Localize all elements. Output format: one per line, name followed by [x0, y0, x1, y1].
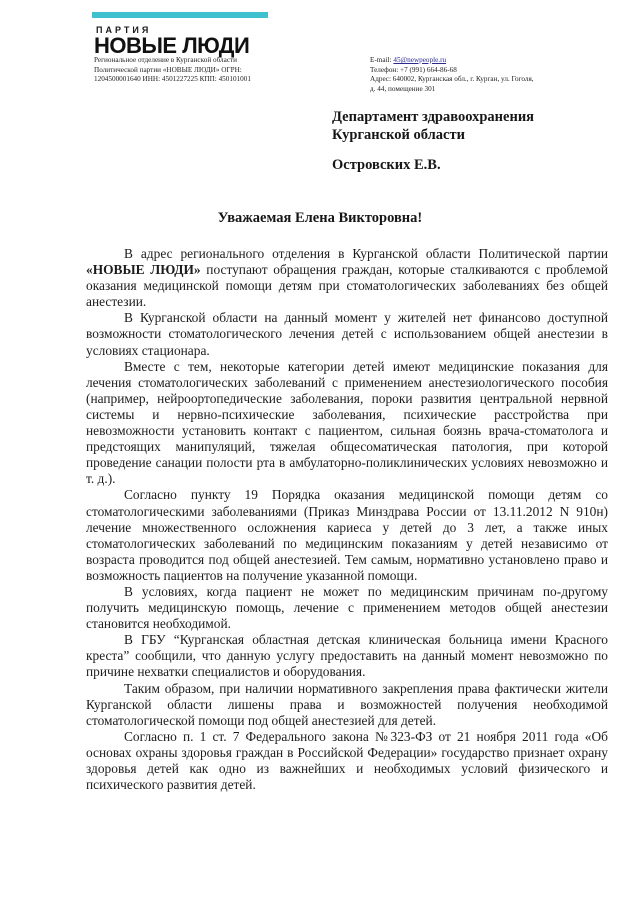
branch-line: Региональное отделение в Курганской области [94, 56, 238, 64]
logo-party-name: НОВЫЕ ЛЮДИ [94, 33, 250, 58]
address-line: д. 44, помещение 301 [370, 84, 436, 93]
email-line [370, 56, 620, 66]
addressee-block [332, 108, 622, 174]
address-line: Адрес: 640002, Курганская обл., г. Курган, ул. Гоголя, [370, 75, 534, 83]
party-name-bold: «НОВЫЕ ЛЮДИ» [86, 262, 201, 278]
letter-body [86, 246, 608, 793]
branch-line: Политической партии «НОВЫЕ ЛЮДИ» ОГРН: [94, 65, 242, 74]
branch-line: 1204500001640 ИНН: 4501227225 КПП: 450101001 [94, 75, 251, 83]
contact-block [370, 56, 620, 94]
paragraph-text: В адрес регионального отделения в Курганской области Политической партии [124, 246, 608, 261]
paragraph: В ГБУ “Курганская областная детская клиническая больница имени Красного креста” сообщили, что данную услугу предоставить на данный момент невозможно по причине нехватки специалистов и оборудования. [86, 632, 608, 680]
department-name: Департамент здравоохранения [332, 109, 535, 125]
paragraph: Вместе с тем, некоторые категории детей имеют медицинские показания для лечения стоматологических заболеваний с применением анестезиологического пособия (например, нейроортопедические заболевания, пороки развития центральной нервной системы и нервно-психические заболевания, психические расстройства при невозможности установить контакт с пациентом, сильная боязнь врача-стоматолога и предстоящих манипуляций, тяжелая общесоматическая патология, при которой проведение санации полости рта в амбулаторно-поликлинических условиях невозможно и т. д.). [86, 358, 608, 487]
paragraph: Согласно п. 1 ст. 7 Федерального закона №323-ФЗ от 21 ноября 2011 года «Об основах охраны здоровья граждан в Российской Федерации» государство признает охрану здоровья детей как одно из важнейших и необходимых условий физического и психического развития детей. [86, 728, 608, 793]
paragraph [86, 246, 608, 310]
logo-party-word: ПАРТИЯ [96, 25, 152, 35]
email-link[interactable]: 45@newpeople.ru [393, 56, 447, 64]
email-label: E-mail: [370, 56, 394, 64]
paragraph-text: поступают обращения граждан, которые сталкиваются с проблемой оказания медицинской помощи детям при стоматологических заболеваниях без общей анестезии. [86, 262, 608, 310]
paragraph: Согласно пункту 19 Порядка оказания медицинской помощи детям со стоматологическими заболеваниями (Приказ Минздрава России от 13.11.2012 N 910н) лечение множественного осложнения кариеса у детей до 3 лет, а также иных стоматологических заболеваний по медицинским показаниям у детей независимо от возраста проводится под общей анестезией. Тем самым, нормативно установлено право и возможность пациентов на получение указанной помощи. [86, 487, 608, 583]
paragraph: В условиях, когда пациент не может по медицинским причинам по-другому получить медицинскую помощь, лечение с применением методов общей анестезии становится необходимой. [86, 583, 608, 632]
phone-line: Телефон: +7 (991) 664-86-68 [370, 65, 457, 74]
party-logo [92, 12, 270, 58]
logo-accent-bar [92, 12, 268, 18]
paragraph: Таким образом, при наличии нормативного закрепления права фактически жители Курганской области лишены права и возможностей получения необходимой стоматологической помощи под общей анестезией для детей. [86, 680, 608, 728]
paragraph: В Курганской области на данный момент у жителей нет финансово доступной возможности стоматологического лечения детей с использованием общей анестезии в условиях стационара. [86, 310, 608, 358]
recipient-name: Островских Е.В. [332, 157, 441, 173]
salutation: Уважаемая Елена Викторовна! [217, 210, 423, 226]
department-region: Курганской области [332, 127, 465, 143]
branch-requisites [94, 56, 324, 85]
